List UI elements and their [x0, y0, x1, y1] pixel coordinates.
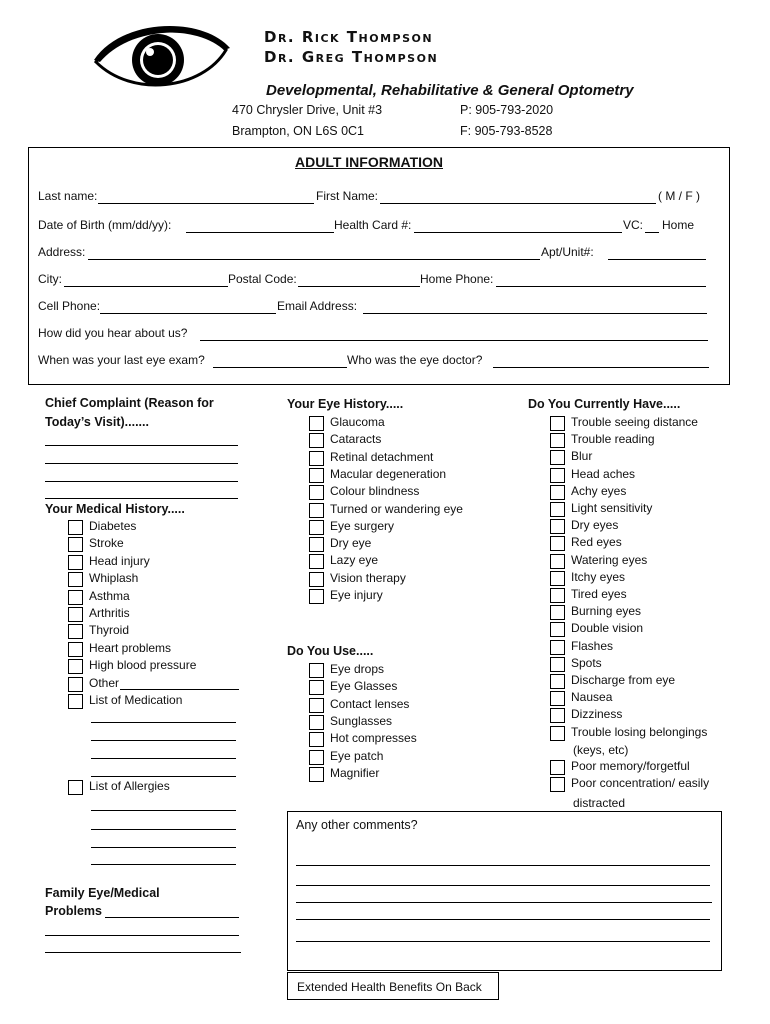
currently-checkbox[interactable] — [550, 622, 565, 637]
first-name-field[interactable] — [380, 203, 656, 204]
currently-label: Dry eyes — [571, 518, 619, 533]
dob-field[interactable] — [186, 232, 334, 233]
comments-line[interactable] — [296, 885, 710, 886]
family-history-line[interactable] — [45, 952, 241, 953]
doctor-name-1: Dr. Rick Thompson — [264, 28, 434, 46]
medical-label: Stroke — [89, 536, 124, 551]
currently-label: Trouble losing belongings — [571, 724, 708, 739]
comments-box — [287, 811, 722, 971]
currently-checkbox[interactable] — [550, 450, 565, 465]
currently-checkbox[interactable] — [550, 433, 565, 448]
allergy-line[interactable] — [91, 829, 236, 830]
hear-about-label: How did you hear about us? — [38, 326, 188, 340]
medical-checkbox[interactable] — [68, 520, 83, 535]
medication-line[interactable] — [91, 722, 236, 723]
cell-phone-field[interactable] — [100, 313, 276, 314]
eye-history-checkbox[interactable] — [309, 433, 324, 448]
family-history-title: Family Eye/Medical — [45, 886, 160, 900]
last-name-label: Last name: — [38, 189, 98, 203]
medical-label: List of Medication — [89, 693, 183, 707]
currently-label: Double vision — [571, 621, 644, 636]
home-phone-field[interactable] — [496, 286, 706, 287]
chief-complaint-line[interactable] — [45, 481, 238, 482]
home-label: Home — [662, 218, 695, 232]
currently-label: Watering eyes — [571, 552, 648, 567]
postal-code-label: Postal Code: — [228, 272, 297, 286]
medical-label: Arthritis — [89, 606, 130, 620]
currently-checkbox[interactable] — [550, 468, 565, 483]
chief-complaint-line[interactable] — [45, 463, 238, 464]
comments-line[interactable] — [296, 919, 710, 920]
fax-number: F: 905-793-8528 — [460, 124, 553, 138]
currently-label: Nausea — [571, 690, 613, 705]
do-you-use-title: Do You Use..... — [287, 644, 374, 658]
currently-label: Discharge from eye — [571, 673, 676, 687]
use-label: Eye Glasses — [330, 679, 398, 694]
medication-line[interactable] — [91, 740, 236, 741]
cell-phone-label: Cell Phone: — [38, 299, 101, 313]
comments-title: Any other comments? — [296, 818, 418, 832]
use-label: Eye patch — [330, 748, 384, 763]
medical-history-title: Your Medical History..... — [45, 502, 185, 516]
dob-label: Date of Birth (mm/dd/yy): — [38, 218, 172, 232]
currently-checkbox[interactable] — [550, 536, 565, 551]
family-history-title-2: Problems — [45, 904, 102, 918]
currently-checkbox[interactable] — [550, 416, 565, 431]
postal-code-field[interactable] — [298, 286, 420, 287]
currently-checkbox[interactable] — [550, 485, 565, 500]
currently-label: Itchy eyes — [571, 569, 626, 584]
use-checkbox[interactable] — [309, 732, 324, 747]
use-checkbox[interactable] — [309, 767, 324, 782]
currently-label: Head aches — [571, 466, 636, 481]
health-card-field[interactable] — [414, 232, 622, 233]
home-phone-label: Home Phone: — [420, 272, 494, 286]
comments-line[interactable] — [296, 902, 712, 903]
currently-label: Poor memory/forgetful — [571, 759, 690, 773]
family-history-line[interactable] — [105, 917, 239, 918]
practice-subtitle: Developmental, Rehabilitative & General Optometry — [266, 82, 634, 99]
use-checkbox[interactable] — [309, 715, 324, 730]
currently-checkbox[interactable] — [550, 571, 565, 586]
eye-history-label: Macular degeneration — [330, 466, 447, 481]
email-label: Email Address: — [277, 299, 358, 313]
currently-checkbox[interactable] — [550, 674, 565, 689]
eye-history-label: Eye surgery — [330, 518, 395, 533]
city-label: City: — [38, 272, 62, 286]
eye-doctor-field[interactable] — [493, 367, 709, 368]
adult-information-section — [28, 147, 730, 385]
medical-label: Other — [89, 675, 120, 690]
eye-history-checkbox[interactable] — [309, 554, 324, 569]
currently-have-continuation: distracted — [573, 796, 626, 810]
eye-doctor-label: Who was the eye doctor? — [347, 353, 483, 367]
medical-label: Asthma — [89, 588, 130, 603]
eye-history-label: Glaucoma — [330, 415, 385, 429]
comments-line[interactable] — [296, 941, 710, 942]
chief-complaint-line[interactable] — [45, 445, 238, 446]
use-label: Eye drops — [330, 662, 385, 676]
last-name-field[interactable] — [98, 203, 314, 204]
eye-history-label: Lazy eye — [330, 553, 379, 568]
currently-checkbox[interactable] — [550, 708, 565, 723]
eye-history-label: Colour blindness — [330, 484, 420, 499]
use-checkbox[interactable] — [309, 750, 324, 765]
currently-label: Dizziness — [571, 707, 623, 722]
eye-history-checkbox[interactable] — [309, 468, 324, 483]
medical-checkbox[interactable] — [68, 659, 83, 674]
medical-label: Diabetes — [89, 519, 137, 533]
eye-history-checkbox[interactable] — [309, 520, 324, 535]
medical-checkbox[interactable] — [68, 677, 83, 692]
currently-checkbox[interactable] — [550, 519, 565, 534]
eye-history-label: Turned or wandering eye — [330, 501, 463, 516]
vc-field[interactable] — [645, 232, 659, 233]
currently-label: Spots — [571, 655, 602, 670]
eye-history-label: Vision therapy — [330, 570, 406, 585]
allergy-line[interactable] — [91, 810, 236, 811]
address-label: Address: — [38, 245, 86, 259]
medical-label: Head injury — [89, 553, 150, 568]
phone-number: P: 905-793-2020 — [460, 103, 554, 117]
use-label: Sunglasses — [330, 713, 393, 728]
chief-complaint-title: Chief Complaint (Reason for — [45, 396, 214, 410]
medical-label: High blood pressure — [89, 658, 197, 673]
comments-line[interactable] — [296, 865, 710, 866]
medical-label: Whiplash — [89, 571, 139, 586]
last-exam-label: When was your last eye exam? — [38, 353, 205, 367]
eye-history-title: Your Eye History..... — [287, 397, 404, 411]
apt-label: Apt/Unit#: — [541, 245, 594, 259]
medical-checkbox[interactable] — [68, 590, 83, 605]
eye-history-checkbox[interactable] — [309, 485, 324, 500]
chief-complaint-line[interactable] — [45, 498, 238, 499]
currently-label: Achy eyes — [571, 483, 627, 498]
vc-label: VC: — [623, 218, 644, 232]
currently-label: Trouble seeing distance — [571, 415, 698, 429]
use-checkbox[interactable] — [309, 663, 324, 678]
allergy-line[interactable] — [91, 847, 236, 848]
currently-have-continuation: (keys, etc) — [573, 743, 629, 757]
currently-checkbox[interactable] — [550, 726, 565, 741]
allergies-label: List of Allergies — [89, 779, 170, 793]
medical-checkbox[interactable] — [68, 642, 83, 657]
currently-checkbox[interactable] — [550, 588, 565, 603]
family-history-line[interactable] — [45, 935, 239, 936]
eye-logo-icon — [92, 20, 232, 98]
currently-checkbox[interactable] — [550, 691, 565, 706]
medical-checkbox[interactable] — [68, 555, 83, 570]
address-line-2: Brampton, ON L6S 0C1 — [232, 124, 365, 138]
address-line-1: 470 Chrysler Drive, Unit #3 — [232, 103, 383, 117]
extended-benefits-label: Extended Health Benefits On Back — [297, 980, 482, 994]
currently-label: Trouble reading — [571, 432, 655, 447]
eye-history-checkbox[interactable] — [309, 572, 324, 587]
hear-about-field[interactable] — [200, 340, 708, 341]
medical-label: Thyroid — [89, 623, 130, 638]
currently-label: Poor concentration/ easily — [571, 776, 710, 791]
sex-label[interactable]: ( M / F ) — [658, 189, 700, 203]
currently-label: Red eyes — [571, 535, 622, 550]
eye-history-checkbox[interactable] — [309, 503, 324, 518]
currently-label: Tired eyes — [571, 587, 627, 601]
currently-label: Light sensitivity — [571, 501, 653, 515]
currently-have-title: Do You Currently Have..... — [528, 397, 681, 411]
eye-history-checkbox[interactable] — [309, 416, 324, 431]
medical-checkbox[interactable] — [68, 624, 83, 639]
medical-checkbox[interactable] — [68, 607, 83, 622]
medical-checkbox[interactable] — [68, 572, 83, 587]
doctor-name-2: Dr. Greg Thompson — [264, 48, 439, 66]
use-label: Magnifier — [330, 765, 380, 780]
currently-checkbox[interactable] — [550, 777, 565, 792]
eye-history-checkbox[interactable] — [309, 589, 324, 604]
eye-history-label: Cataracts — [330, 432, 382, 447]
use-checkbox[interactable] — [309, 680, 324, 695]
first-name-label: First Name: — [316, 189, 379, 203]
eye-history-checkbox[interactable] — [309, 537, 324, 552]
medication-line[interactable] — [91, 758, 236, 759]
currently-label: Burning eyes — [571, 604, 642, 619]
currently-label: Flashes — [571, 638, 614, 653]
currently-checkbox[interactable] — [550, 605, 565, 620]
medical-checkbox[interactable] — [68, 694, 83, 709]
currently-checkbox[interactable] — [550, 554, 565, 569]
eye-history-checkbox[interactable] — [309, 451, 324, 466]
use-label: Contact lenses — [330, 696, 410, 711]
adult-information-title: ADULT INFORMATION — [295, 154, 444, 170]
health-card-label: Health Card #: — [334, 218, 412, 232]
currently-checkbox[interactable] — [550, 640, 565, 655]
use-label: Hot compresses — [330, 731, 417, 746]
medical-label: Heart problems — [89, 640, 172, 655]
email-field[interactable] — [363, 313, 707, 314]
last-exam-field[interactable] — [213, 367, 347, 368]
apt-field[interactable] — [608, 259, 706, 260]
medical-checkbox[interactable] — [68, 537, 83, 552]
allergies-checkbox[interactable] — [68, 780, 83, 795]
eye-history-label: Eye injury — [330, 588, 383, 602]
allergy-line[interactable] — [91, 864, 236, 865]
currently-checkbox[interactable] — [550, 502, 565, 517]
medication-line[interactable] — [91, 776, 236, 777]
other-field[interactable] — [120, 689, 239, 690]
use-checkbox[interactable] — [309, 698, 324, 713]
chief-complaint-title-2: Today’s Visit)....... — [45, 415, 149, 429]
eye-history-label: Retinal detachment — [330, 449, 434, 464]
currently-checkbox[interactable] — [550, 657, 565, 672]
currently-label: Blur — [571, 449, 593, 464]
currently-checkbox[interactable] — [550, 760, 565, 775]
address-field[interactable] — [88, 259, 540, 260]
eye-history-label: Dry eye — [330, 536, 372, 551]
city-field[interactable] — [64, 286, 228, 287]
